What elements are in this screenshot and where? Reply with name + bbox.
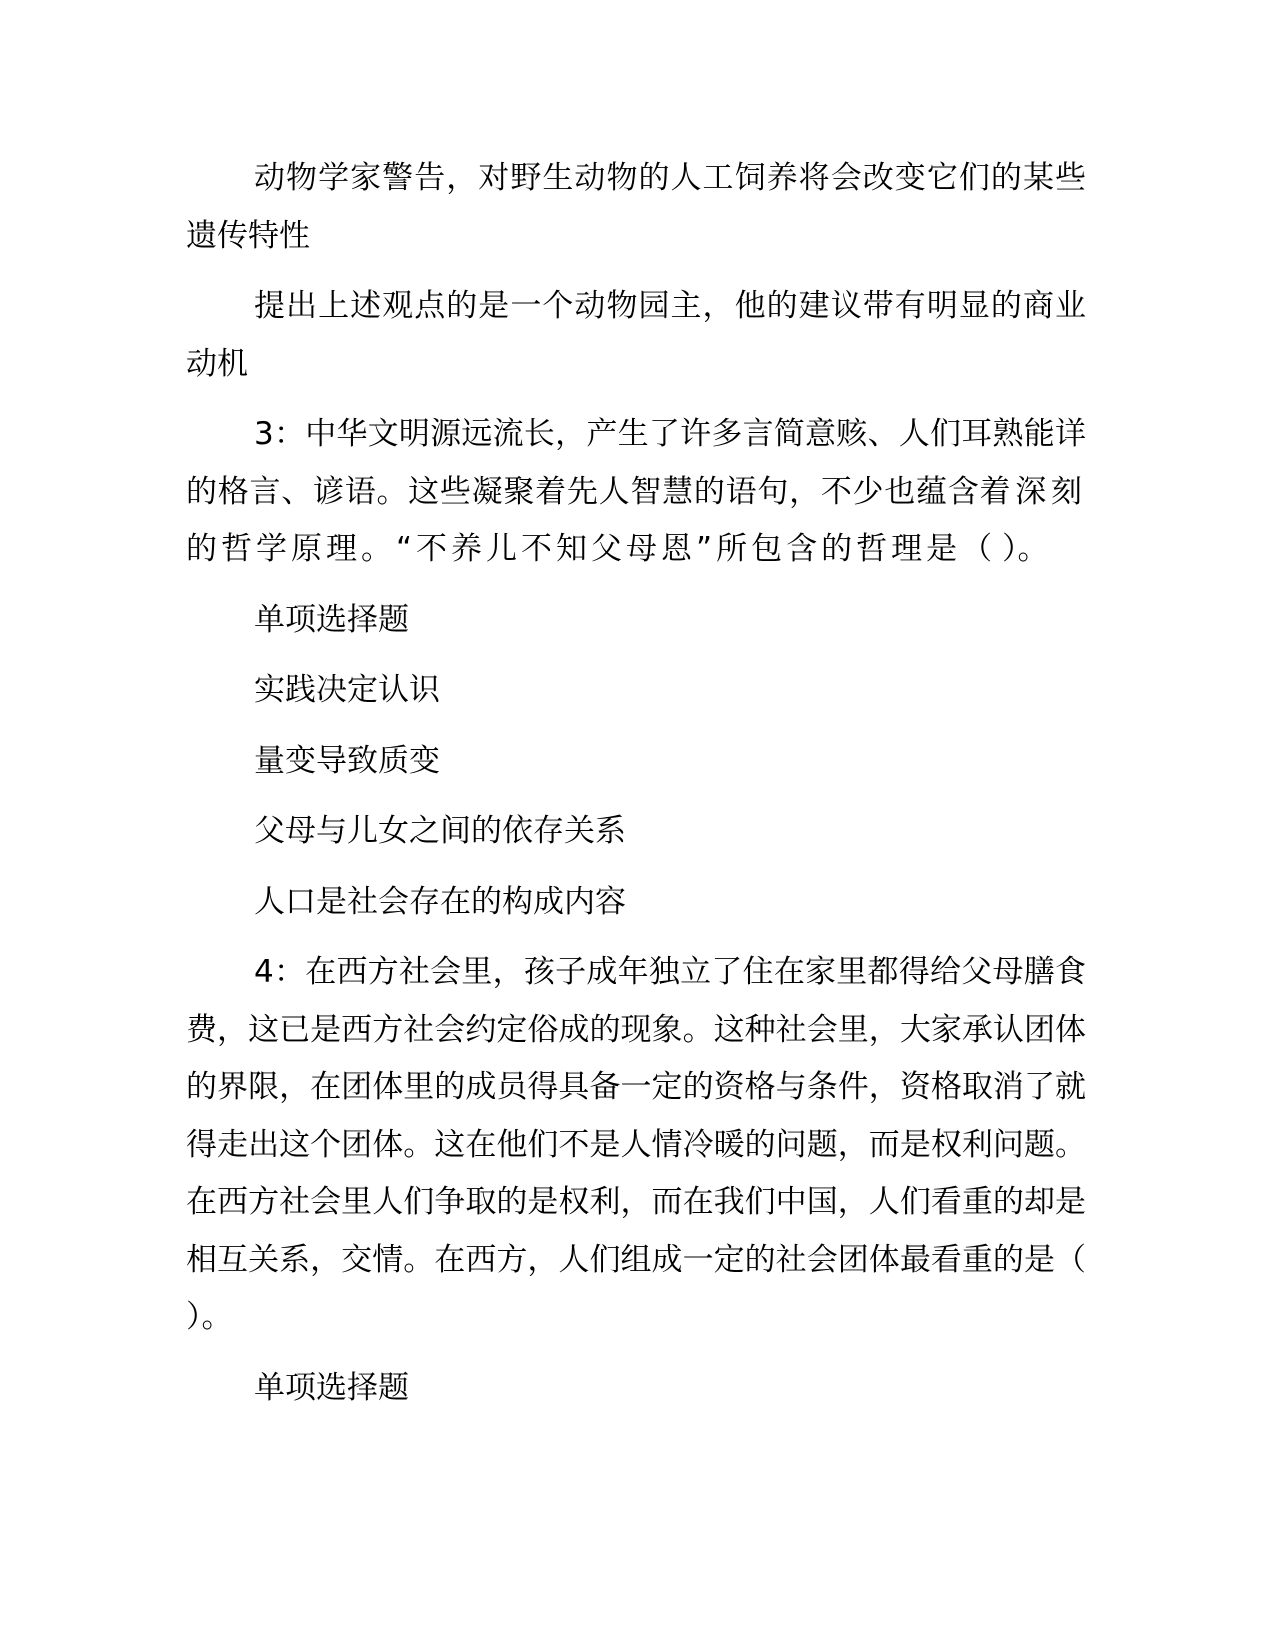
paragraph-zoo-owner: 提出上述观点的是一个动物园主，他的建议带有明显的商业动机 <box>186 288 1086 382</box>
question-type-label: 单项选择题 <box>254 1369 409 1406</box>
question-3-text-a: 3：中华文明源远流长，产生了许多言简意赅、人们耳熟能详的格言、谚语。这些凝聚着先人智慧的语句，不少也蕴含 <box>186 416 1086 510</box>
option-4: 人口是社会存在的构成内容 <box>254 883 626 920</box>
question-4: 4：在西方社会里，孩子成年独立了住在家里都得给父母膳食费，这已是西方社会约定俗成的现象。这种社会里，大家承认团体的界限，在团体里的成员得具备一定的资格与条件，资格取消了就得走出这个团体。这在他们不是人情冷暖的问题，而是权利问题。在西方社会里人们争取的是权利，而在我们中国，人们看重的却是相互关系，交情。在西方，人们组成一定的社会团体最看重的是（ ）。 <box>186 954 1086 1335</box>
question-3 <box>186 406 1086 579</box>
paragraph-zoologist-warning: 动物学家警告，对野生动物的人工饲养将会改变它们的某些遗传特性 <box>186 160 1086 254</box>
question-type-label: 单项选择题 <box>254 601 409 638</box>
option-1: 实践决定认识 <box>254 672 440 708</box>
option-3: 父母与儿女之间的依存关系 <box>254 813 626 849</box>
document-page <box>186 150 1086 1430</box>
question-3-text-b: 着深刻的哲学原理。“不养儿不知父母恩”所包含的哲理是 <box>186 473 1087 567</box>
question-3-text-c: （ ）。 <box>961 531 1049 567</box>
option-2: 量变导致质变 <box>254 742 440 779</box>
